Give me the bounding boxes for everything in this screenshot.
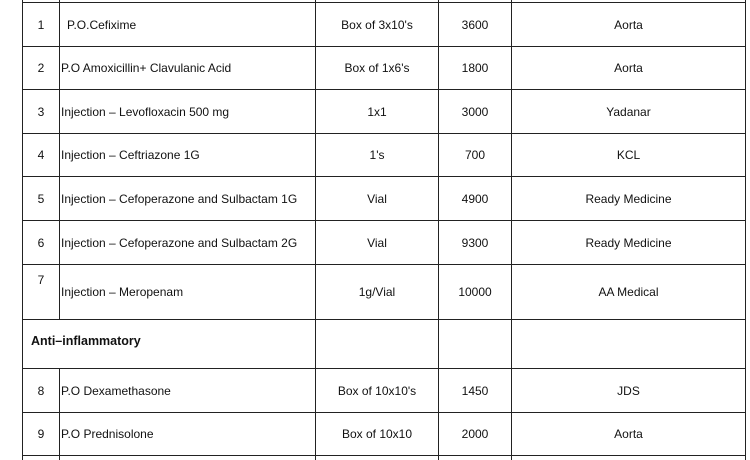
supplier: Aorta (614, 427, 643, 441)
supplier: AA Medical (598, 285, 659, 299)
supplier: KCL (616, 148, 641, 162)
col-divider (59, 0, 60, 319)
pack-size: Box of 10x10 (341, 427, 413, 441)
item-name: Injection – Levofloxacin 500 mg (61, 104, 230, 119)
pack-size: Box of 3x10's (341, 17, 413, 32)
item-name: P.O Amoxicillin+ Clavulanic Acid (61, 61, 232, 75)
medicine-table (22, 0, 748, 460)
item-name: Injection – Meropenam (61, 285, 184, 299)
quantity: 1800 (461, 61, 489, 75)
supplier: Ready Medicine (585, 235, 672, 250)
pack-size: 1g/Vial (358, 285, 396, 299)
item-name: Injection – Cefoperazone and Sulbactam 2G (61, 235, 298, 250)
quantity: 700 (464, 148, 486, 162)
item-name: Injection – Ceftriazone 1G (61, 148, 200, 162)
quantity: 1450 (461, 383, 489, 398)
quantity: 9300 (461, 235, 489, 250)
row-number: 4 (37, 148, 45, 162)
pack-size: Box of 10x10's (337, 383, 417, 398)
item-name: Injection – Cefoperazone and Sulbactam 1G (61, 191, 298, 206)
row-number: 3 (37, 104, 45, 119)
pack-size: Vial (367, 235, 387, 250)
pack-size: Box of 1x6's (344, 61, 410, 75)
item-name: P.O.Cefixime (67, 17, 137, 32)
row-number: 1 (37, 17, 45, 32)
supplier: Ready Medicine (585, 191, 672, 206)
pack-size: 1x1 (367, 104, 387, 119)
row-number: 8 (37, 383, 45, 398)
col-divider (745, 0, 746, 460)
quantity: 3600 (461, 17, 489, 32)
supplier: Yadanar (606, 104, 651, 119)
row-number: 5 (37, 191, 45, 206)
quantity: 4900 (461, 191, 489, 206)
quantity: 2000 (461, 427, 489, 441)
row-divider (22, 455, 746, 456)
pack-size: Vial (367, 191, 387, 206)
row-number: 7 (37, 273, 45, 287)
quantity: 3000 (461, 104, 489, 119)
supplier: JDS (617, 383, 640, 398)
section-heading: Anti–inflammatory (31, 334, 141, 348)
pack-size: 1's (369, 148, 385, 162)
row-number: 6 (37, 235, 45, 250)
supplier: Aorta (614, 17, 643, 32)
item-name: P.O Prednisolone (61, 427, 154, 441)
supplier: Aorta (614, 61, 643, 75)
row-number: 2 (37, 61, 45, 75)
row-number: 9 (37, 427, 45, 441)
quantity: 10000 (458, 285, 492, 299)
item-name: P.O Dexamethasone (61, 383, 171, 398)
col-divider (59, 368, 60, 460)
